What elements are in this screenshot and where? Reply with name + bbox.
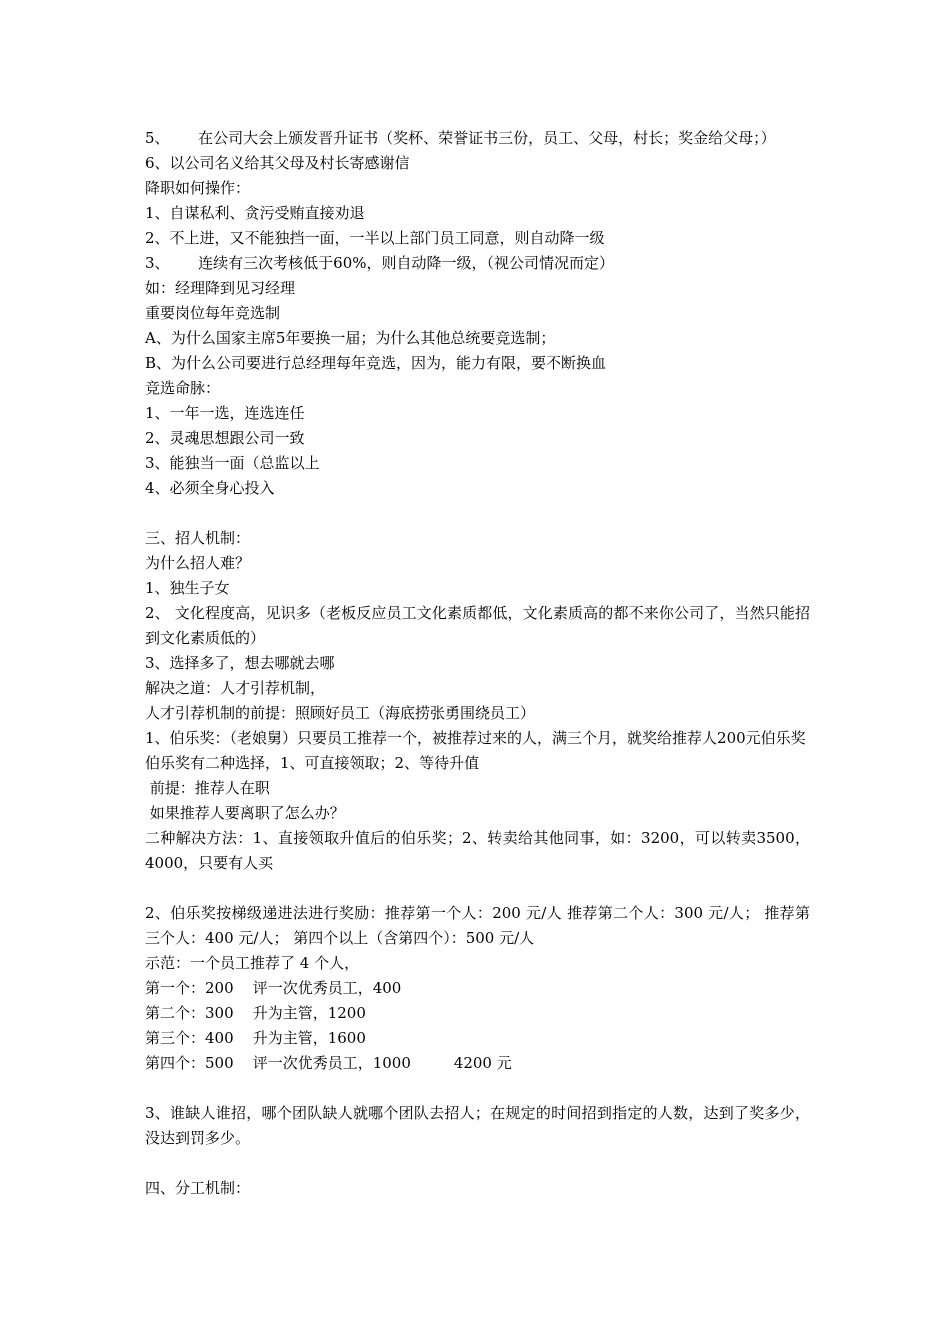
text-line: 人才引荐机制的前提：照顾好员工（海底捞张勇围绕员工） [145,704,536,722]
text-paragraph: 二种解决方法：1、直接领取升值后的伯乐奖；2、转卖给其他同事，如：3200，可以转卖3500，4000，只要有人买 [145,829,810,872]
text-line: 1、独生子女 [145,579,230,597]
text-paragraph: 3、谁缺人谁招，哪个团队缺人就哪个团队去招人；在规定的时间招到指定的人数，达到了奖多少，没达到罚多少。 [145,1104,810,1147]
text-line: 第三个：400 升为主管，1600 [145,1029,366,1047]
text-line: 第四个：500 评一次优秀员工，1000 4200 元 [145,1054,512,1072]
text-line: 如：经理降到见习经理 [145,279,296,297]
blank-line [145,501,810,526]
section-heading: 四、分工机制： [145,1179,251,1197]
text-line: 5、 在公司大会上颁发晋升证书（奖杯、荣誉证书三份，员工、父母，村长；奖金给父母；） [145,129,776,147]
text-line: 2、灵魂思想跟公司一致 [145,429,305,447]
text-line: 第一个：200 评一次优秀员工，400 [145,979,402,997]
text-line: 前提：推荐人在职 [145,779,270,797]
text-paragraph: 2、 文化程度高，见识多（老板反应员工文化素质都低，文化素质高的都不来你公司了，当然只能招到文化素质低的） [145,604,810,647]
section-heading: 三、招人机制： [145,529,251,547]
text-line: A、为什么国家主席5年要换一届；为什么其他总统要竞选制； [145,329,556,347]
text-line: 如果推荐人要离职了怎么办？ [145,804,345,822]
text-line: 第二个：300 升为主管，1200 [145,1004,366,1022]
text-line: 为什么招人难？ [145,554,251,572]
section-heading: 降职如何操作： [145,179,251,197]
blank-line [145,1151,810,1176]
text-line: 3、 连续有三次考核低于60%，则自动降一级，（视公司情况而定） [145,254,614,272]
text-line: 3、能独当一面（总监以上 [145,454,320,472]
text-line: 2、不上进，又不能独挡一面，一半以上部门员工同意，则自动降一级 [145,229,605,247]
text-paragraph: 2、伯乐奖按梯级递进法进行奖励：推荐第一个人：200 元/人 推荐第二个人：300 元/人； 推荐第三个人：400 元/人； 第四个以上（含第四个）：500 元/人 [145,904,810,947]
text-line: 1、自谋私利、贪污受贿直接劝退 [145,204,365,222]
text-line: 解决之道：人才引荐机制， [145,679,326,697]
section-heading: 竞选命脉： [145,379,221,397]
section-heading: 重要岗位每年竞选制 [145,304,281,322]
text-line: 伯乐奖有二种选择，1、可直接领取；2、等待升值 [145,754,480,772]
text-line: 示范：一个员工推荐了 4 个人， [145,954,360,972]
blank-line [145,1076,810,1101]
text-line: 3、选择多了，想去哪就去哪 [145,654,335,672]
blank-line [145,876,810,901]
text-line: 6、以公司名义给其父母及村长寄感谢信 [145,154,410,172]
text-paragraph: 1、伯乐奖：（老娘舅）只要员工推荐一个，被推荐过来的人，满三个月，就奖给推荐人200元伯乐奖 [145,729,806,747]
document-body [145,126,810,1201]
text-line: 4、必须全身心投入 [145,479,275,497]
text-line: B、为什么公司要进行总经理每年竞选，因为，能力有限，要不断换血 [145,354,607,372]
text-line: 1、一年一选，连选连任 [145,404,305,422]
